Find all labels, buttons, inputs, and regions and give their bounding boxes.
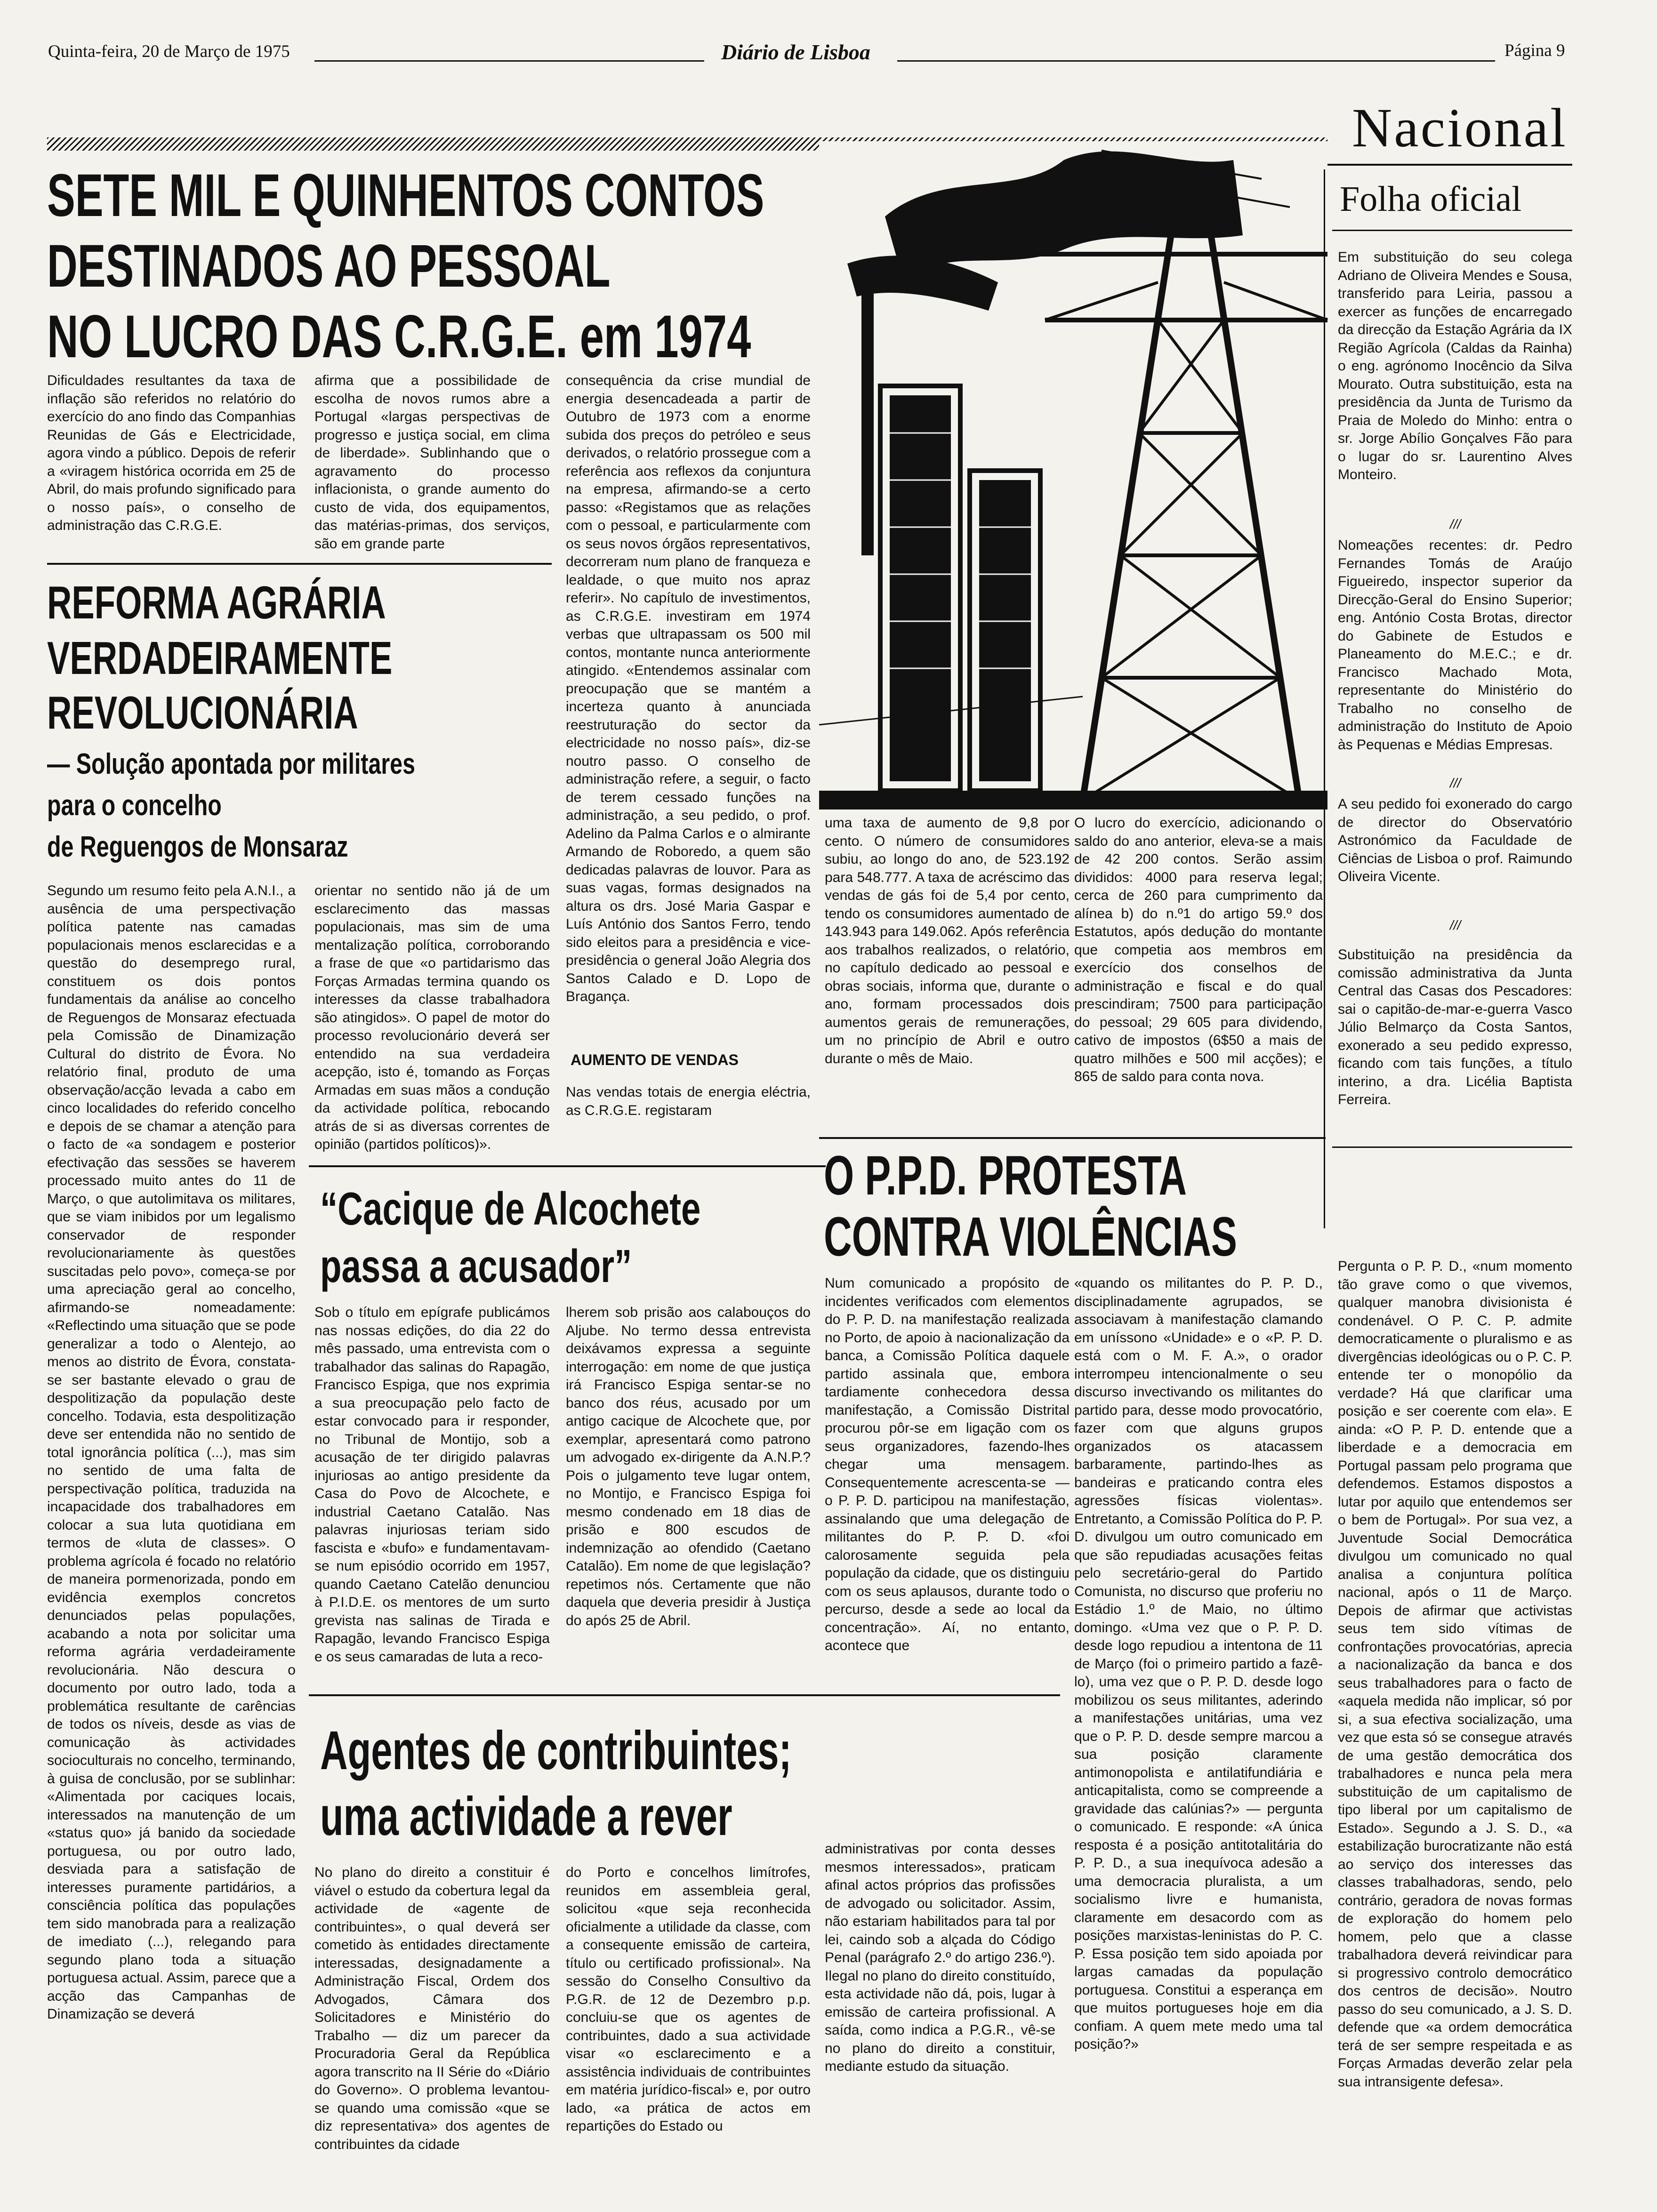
- sidebar-separator-1: ///: [1450, 517, 1461, 531]
- story1-column-2: afirma que a possibilidade de escolha de novos rumos abre a Portugal «largas perspectivas de progresso e justiça social, em clima de liberdade». Sublinhando que o agravamento do processo inflacionista, o grande aumento do custo de vida, dos equipamentos, das matérias-primas, dos serviços, são em grande parte: [314, 373, 550, 552]
- story4-column-3: administrativas por conta desses mesmos interessados», praticam afinal actos próprios das profissões de advogado ou solicitador. Assim, não estariam habilitados para tal por lei, caindo sob a alçada do Código Penal (parágrafo 2.º do artigo 236.º). Ilegal no plano do direito constituído, esta actividade não dá, pois, lugar à emissão de carteira profissional. A saída, como indica a P.G.R., vê-se no plano do direito a constituir, mediante estudo da situação.: [825, 1841, 1055, 2074]
- sidebar-separator-2: ///: [1450, 776, 1461, 790]
- story4-column-1: No plano do direito a constituir é viável o estudo da cobertura legal da actividade de «agente de contribuintes», o qual deverá ser cometido às entidades directamente interessadas, designadamente a Administração Fiscal, Ordem dos Advogados, Câmara dos Solicitadores e Ministério do Trabalho — diz um parecer da Procuradoria Geral da República agora transcrito na II Série do «Diário do Governo». O problema levantou-se quando uma comissão «que se diz representativa» dos agentes de contribuintes da cidade: [314, 1865, 550, 2152]
- story1-headline-1: SETE MIL E QUINHENTOS CONTOS: [47, 162, 764, 229]
- story1-column-3: consequência da crise mundial de energia desencadeada a partir de Outubro de 1973 com a enorme subida dos preços do petróleo e seus derivados, o relatório prossegue com a referência aos reflexos da conjuntura na empresa, afirmando-se a certo passo: «Registamos que as relações com o pessoal, e particularmente com os seus novos órgãos representativos, decorreram num plano de franqueza e lealdade, o que muito nos apraz referir». No capítulo de investimentos, as C.R.G.E. investiram em 1974 verbas que ultrapassam os 500 mil contos, montante nunca anteriormente atingido. «Entendemos assinalar com preocupação que se mantém a incerteza quanto à anunciada reestruturação do sector da electricidade no nosso país», diz-se noutro passo. O conselho de administração refere, a seguir, o facto de terem cessado funções na administração, a seu pedido, o prof. Adelino da Palma Carlos e o almirante Armando de Roboredo, a quem são dedicadas palavras de louvor. Para as suas vagas, formas designados na altura os drs. José Maria Gaspar e Luís António dos Santos Ferro, tendo sido eleitos para a presidência e vice-presidência o general João Alegria dos Santos Calado e D. Lopo de Bragança.: [566, 373, 811, 1004]
- story4-headline-2: uma actividade a rever: [320, 1786, 732, 1847]
- story5-top-rule: [819, 1137, 1326, 1139]
- story1-headline-3: NO LUCRO DAS C.R.G.E. em 1974: [47, 303, 751, 370]
- story5-headline-2: CONTRA VIOLÊNCIAS: [824, 1206, 1238, 1268]
- story2-subhead-3: de Reguengos de Monsaraz: [47, 831, 348, 863]
- sidebar-item-3: A seu pedido foi exonerado do cargo de director do Observatório Astronómico da Faculdade de Ciências de Lisboa o prof. Raimundo Oliveira Vicente.: [1338, 796, 1572, 884]
- story3-top-rule: [309, 1165, 826, 1167]
- story2-headline-3: REVOLUCIONÁRIA: [47, 687, 358, 738]
- story5-column-3: Pergunta o P. P. D., «num momento tão grave como o que vivemos, qualquer manobra divisionista é condenável. O P. C. P. admite democraticamente o pluralismo e as divergências ideológicas ou o P. C. P. entende ter o monopólio da verdade? Há que clarificar uma posição e ser coerente com ela». E ainda: «O P. P. D. entende que a liberdade e a democracia em Portugal passam pelo programa que defendemos. Estamos dispostos a lutar por aquilo que entendemos ser o bem de Portugal». Por sua vez, a Juventude Social Democrática divulgou um comunicado no qual analisa a conjuntura política nacional, após o 11 de Março. Depois de afirmar que activistas seus tem sido vítimas de confrontações provocatórias, aprecia a nacionalização da banca e dos seus trabalhadores para o facto de «aquela medida não implicar, só por si, a sua efectiva socialização, uma vez que esta só se consegue através de uma gestão democrática dos trabalhadores e nunca pela mera substituição de um capitalismo de tipo liberal por um capitalismo de Estado». Segundo a J. S. D., «a estabilização burocratizante não está ao serviço dos interesses das classes trabalhadoras, sendo, pelo contrário, geradora de novas formas de exploração do homem pelo homem, pelo que a classe trabalhadora deverá reivindicar para si progressivo controlo democrático dos centros de decisão». Noutro passo do seu comunicado, a J. S. D. defende que «a ordem democrática terá de ser sempre respeitada e as Forças Armadas deverão zelar pela sua intransigente defesa».: [1338, 1258, 1572, 2090]
- story1-column-5: O lucro do exercício, adicionando o saldo do ano anterior, eleva-se a mais de 42 200 contos. Serão assim divididos: 4000 para reserva legal; cerca de 260 para cumprimento da alínea b) do n.º1 do artigo 59.º dos Estatutos, após dedução do montante que competia aos membros em exercício dos conselhos de administração e fiscal e do qual prescindiram; 7500 para participação do pessoal; 29 605 para dividendo, cativo de impostos (6$50 a mais de quatro milhões e 500 mil acções); e 865 de saldo para conta nova.: [1074, 815, 1323, 1084]
- story5-headline-1: O P.P.D. PROTESTA: [824, 1145, 1187, 1207]
- story4-headline-1: Agentes de contribuintes;: [320, 1720, 792, 1781]
- story2-headline-1: REFORMA AGRÁRIA: [47, 577, 386, 628]
- story1-column-3b: Nas vendas totais de energia eléctria, as C.R.G.E. registaram: [566, 1084, 811, 1118]
- story5-column-2: «quando os militantes do P. P. D., disciplinadamente agrupados, se associavam à manifestação clamando em uníssono «Unidade» e o «P. P. D. está com o M. F. A.», o orador interrompeu intencionalmente o seu discurso invectivando os militantes do partido para, desse modo provocatório, fazer com que alguns grupos organizados os atacassem barbaramente, partindo-lhes as bandeiras e praticando contra eles agressões físicas violentas». Entretanto, a Comissão Política do P. P. D. divulgou um outro comunicado em que são repudiadas acusações feitas pelo secretário-geral do Partido Comunista, no discurso que proferiu no Estádio 1.º de Maio, no último domingo. «Uma vez que o P. P. D. desde logo repudiou a intentona de 11 de Março (foi o primeiro partido a fazê-lo), uma vez que o P. P. D. desde logo mobilizou os seus militantes, aderindo a manifestações unitárias, uma vez que o P. P. D. desde sempre marcou a sua posição claramente antimonopolista e antilatifundiária e anticapitalista, como se compreende a gravidade das calúnias?» — pergunta o comunicado. E responde: «A única resposta é a posição antitotalitária do P. P. D., a sua inequívoca adesão a uma democracia pluralista, a um socialismo livre e humanista, claramente em desacordo com as posições marxistas-leninistas do P. C. P. Essa posição tem sido apoiada por largas camadas da população portuguesa. Constitui a esperança em que muitos portugueses hoje em dia confiam. A quem mete medo uma tal posição?»: [1074, 1275, 1323, 2052]
- header-date: Quinta-feira, 20 de Março de 1975: [48, 42, 290, 61]
- story2-subhead-1: — Solução apontada por militares: [47, 748, 415, 780]
- header-rule-right: [897, 60, 1495, 62]
- sidebar-item-4: Substituição na presidência da comissão administrativa da Junta Central das Casas dos Pescadores: sai o capitão-de-mar-e-guerra Vasco Júlio Belmarço da Costa Santos, exonerado a seu pedido expresso, ficando com tais funções, a título interino, a dra. Licélia Baptista Ferreira.: [1338, 947, 1572, 1107]
- story2-headline-2: VERDADEIRAMENTE: [47, 632, 393, 684]
- story2-top-rule: [47, 563, 552, 565]
- story1-column-4: uma taxa de aumento de 9,8 por cento. O número de consumidores subiu, ao longo do ano, de 523.192 para 548.777. A taxa de acréscimo das vendas de gás foi de 5,4 por cento, tendo os consumidores aumentado de 143.943 para 149.062. Após referência aos trabalhos realizados, o relatório, no capítulo dedicado ao pessoal e obras sociais, informa que, durante o ano, formam processados dois aumentos gerais de remunerações, um no princípio de Abril e outro durante o mês de Maio.: [825, 815, 1070, 1066]
- page-number: Página 9: [1504, 41, 1565, 60]
- power-station-photo: [819, 141, 1327, 809]
- sidebar-bottom-rule: [1332, 1146, 1572, 1148]
- sidebar-title-rule: [1332, 230, 1572, 231]
- section-title: Nacional: [1352, 97, 1568, 159]
- sidebar-item-1: Em substituição do seu colega Adriano de Oliveira Mendes e Sousa, transferido para Leiria, passou a exercer as funções de encarregado da direcção da Estação Agrária da IX Região Agrícola (Caldas da Rainha) o eng. agrónomo Inocêncio da Silva Mourato. Outra substituição, esta na presidência da Junta de Turismo da Praia de Moledo do Minho: entra o sr. Jorge Abílio Gonçalves Fão para o lugar do sr. Laurentino Alves Monteiro.: [1338, 249, 1572, 482]
- header-rule-left: [314, 60, 704, 62]
- story1-subhead: AUMENTO DE VENDAS: [571, 1051, 739, 1068]
- masthead: Diário de Lisboa: [721, 40, 870, 64]
- sidebar-left-rule: [1324, 169, 1325, 1228]
- story3-headline-2: passa a acusador”: [320, 1240, 632, 1292]
- story3-column-1: Sob o título em epígrafe publicámos nas nossas edições, do dia 22 do mês passado, uma entrevista com o trabalhador das salinas do Rapagão, Francisco Espiga, que nos exprimia a sua preocupação pelo facto de estar convocado para ir responder, no Tribunal de Montijo, sob a acusação de ter dirigido palavras injuriosas ao antigo presidente da Casa do Povo de Alcochete, e industrial Caetano Catalão. Nas palavras injuriosas teriam sido fascista e «bufo» e fundamentavam-se num episódio ocorrido em 1957, quando Caetano Catelão denunciou à P.I.D.E. os mentores de um surto grevista nas salinas de Tirada e Rapagão, levando Francisco Espiga e os seus camaradas de luta a reco-: [314, 1305, 550, 1665]
- story2-subhead-2: para o concelho: [47, 789, 222, 822]
- story2-column-1: Segundo um resumo feito pela A.N.I., a ausência de uma perspectivação política patente nas camadas populacionais menos esclarecidas e a questão do desemprego rural, constituem os dois pontos fundamentais da análise ao concelho de Reguengos de Monsaraz efectuada pela Comissão de Dinamização Cultural do distrito de Évora. No relatório final, produto de uma observação/acção levada a cabo em cinco localidades do referido concelho e depois de se chamar a atenção para o facto de «a sondagem e posterior efectivação das sessões se haverem processado muito antes do 11 de Março, o que autolimitava os militares, que se viam inibidos por um legalismo conservador de responder revolucionariamente às questões suscitadas pelo povo», começa-se por uma apreciação geral ao concelho, afirmando-se nomeadamente: «Reflectindo uma situação que se pode generalizar a todo o Alentejo, ao menos ao distrito de Évora, constata-se ser bastante elevado o grau de despolitização da população deste concelho. Todavia, esta despolitização deve ser entendida não no sentido de total ignorância política (...), mas sim no sentido de uma falta de perspectivação política, traduzida na incapacidade dos trabalhadores em colocar a sua luta quotidiana em termos de «luta de classes». O problema agrícola é focado no relatório de maneira pormenorizada, pondo em evidência exemplos concretos denunciados pelas populações, acabando a nota por solicitar uma reforma agrária verdadeiramente revolucionária. Não descura o documento por outro lado, toda a problemática resultante de carências de todos os níveis, desde as vias de comunicação às actividades socioculturais no concelho, terminando, à guisa de conclusão, por se sublinhar: «Alimentada por caciques locais, interessados na manutenção de um «status quo» já banido da sociedade portuguesa, ou por outro lado, desviada para a satisfação de interesses puramente partidários, a consciência política das populações tem sido manobrada para a realização de imediato (...), relegando para segundo plano toda a situação portuguesa actual. Assim, parece que a acção das Campanhas de Dinamização se deverá: [47, 883, 296, 2022]
- sidebar-title: Folha oficial: [1340, 179, 1522, 219]
- story3-column-2: lherem sob prisão aos calabouços do Aljube. No termo dessa entrevista deixávamos expressa a seguinte interrogação: em nome de que justiça irá Francisco Espiga sentar-se no banco dos réus, acusado por um antigo cacique de Alcochete que, por exemplar, apresentará como patrono um advogado ex-dirigente da A.N.P.? Pois o julgamento teve lugar ontem, no Montijo, e Francisco Espiga foi mesmo condenado em 18 dias de prisão e 800 escudos de indemnização ao ofendido (Caetano Catalão). Em nome de que legislação? repetimos nós. Certamente que não daquela que deveria presidir à Justiça do após 25 de Abril.: [566, 1305, 811, 1628]
- story4-top-rule: [309, 1694, 1060, 1696]
- story3-headline-1: “Cacique de Alcochete: [320, 1183, 701, 1234]
- sidebar-item-2: Nomeações recentes: dr. Pedro Fernandes Tomás de Araújo Figueiredo, inspector superior da Direcção-Geral do Ensino Superior; eng. António Costa Brotas, director do Gabinete de Estudos e Planeamento do M.E.C.; e dr. Francisco Machado Mota, representante do Ministério do Trabalho no conselho de administração do Instituto de Apoio às Pequenas e Médias Empresas.: [1338, 537, 1572, 753]
- story5-column-1: Num comunicado a propósito de incidentes verificados com elementos do P. P. D. na manifestação realizada no Porto, de apoio à nacionalização da banca, a Comissão Política daquele partido assinala que, embora tardiamente conhecedora dessa manifestação, a Comissão Distrital procurou pôr-se em ligação com os seus organizadores, fazendo-lhes chegar uma mensagem. Consequentemente acrescenta-se — o P. P. D. participou na manifestação, assinalando que uma delegação de militantes do P. P. D. «foi calorosamente seguida pela população da cidade, que os distinguiu com os seus aplausos, durante todo o percurso, desde a sede ao local da concentração». Aí, no entanto, acontece que: [825, 1275, 1070, 1653]
- story2-column-2: orientar no sentido não já de um esclarecimento das massas populacionais, mas sim de uma mentalização política, corroborando a frase de que «o partidarismo das Forças Armadas termina quando os interesses da classe trabalhadora são atingidos». O papel de motor do processo revolucionário deverá ser entendido na sua verdadeira acepção, isto é, tomando as Forças Armadas em suas mãos a condução da actividade política, rebocando atrás de si as diversas correntes de opinião (partidos políticos)».: [314, 883, 550, 1152]
- section-rule: [1323, 164, 1572, 166]
- story1-column-1: Dificuldades resultantes da taxa de inflação são referidos no relatório do exercício do ano findo das Companhias Reunidas de Gás e Electricidade, agora vindo a público. Depois de referir a «viragem histórica ocorrida em 25 de Abril, do mais profundo significado para o nosso país», o conselho de administração das C.R.G.E.: [47, 373, 296, 533]
- story4-column-2: do Porto e concelhos limítrofes, reunidos em assembleia geral, solicitou «que seja reconhecida oficialmente a utilidade da classe, com a consequente emissão de carteira, título ou certificado profissional». Na sessão do Conselho Consultivo da P.G.R. de 12 de Dezembro p.p. concluiu-se que os agentes de contribuintes, dado a sua actividade visar «o esclarecimento e a assistência individuais de contribuintes em matéria jurídico-fiscal» e, por outro lado, «a prática de actos em repartições do Estado ou: [566, 1865, 811, 2134]
- story1-headline-2: DESTINADOS AO PESSOAL: [47, 232, 611, 300]
- sidebar-separator-3: ///: [1450, 918, 1461, 932]
